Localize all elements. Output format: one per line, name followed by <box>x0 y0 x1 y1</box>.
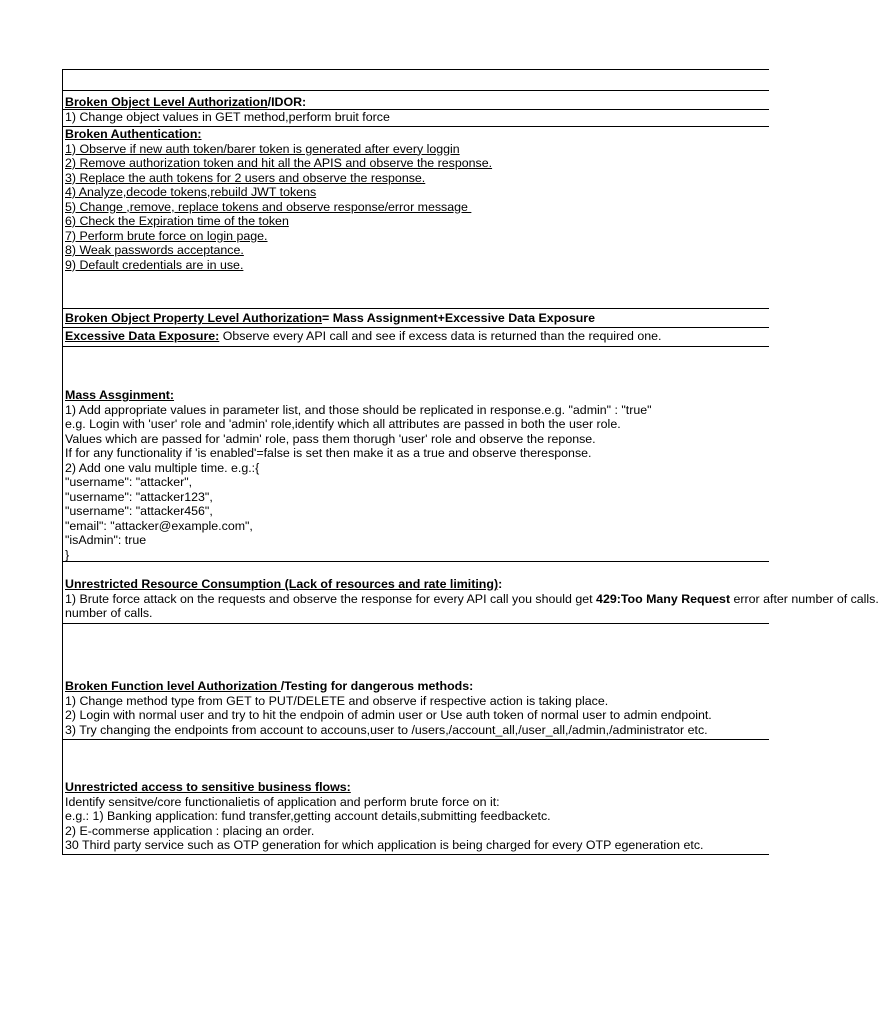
mass-assignment-section[interactable] <box>62 346 769 562</box>
bola-heading: Broken Object Level Authorization/IDOR: <box>65 95 307 109</box>
mass-assignment-item: "username": "attacker", <box>65 475 193 489</box>
bola-item-cell[interactable] <box>62 109 769 127</box>
mass-assignment-item: "isAdmin": true <box>65 533 147 547</box>
resource-consumption-item-cont: number of calls. <box>65 606 153 620</box>
mass-assignment-item: Values which are passed for 'admin' role, pass them thorugh 'user' role and observe the reponse. <box>65 431 596 446</box>
bola-item: 1) Change object values in GET method,perform bruit force <box>65 110 390 124</box>
empty-header-cell[interactable] <box>62 69 769 91</box>
bfla-section[interactable] <box>62 623 769 740</box>
bopla-heading: Broken Object Property Level Authorization= Mass Assignment+Excessive Data Exposure <box>65 311 596 325</box>
business-flows-section[interactable] <box>62 739 769 855</box>
broken-auth-item: 3) Replace the auth tokens for 2 users and observe the response. <box>65 170 426 185</box>
broken-auth-item: 7) Perform brute force on login page. <box>65 228 268 243</box>
broken-auth-item: 8) Weak passwords acceptance. <box>65 243 244 257</box>
business-flows-heading: Unrestricted access to sensitive business flows: <box>65 780 351 794</box>
mass-assignment-item: 2) Add one valu multiple time. e.g.:{ <box>65 460 260 475</box>
mass-assignment-item: 1) Add appropriate values in parameter list, and those should be replicated in response.e.g. "admin" : "true" <box>65 402 652 417</box>
bola-section[interactable] <box>62 90 769 110</box>
mass-assignment-item: } <box>65 547 70 562</box>
mass-assignment-item: e.g. Login with 'user' role and 'admin' role,identify which all attributes are passed in both the user role. <box>65 417 621 431</box>
bfla-item: 2) Login with normal user and try to hit the endpoin of admin user or Use auth token of normal user to admin endpoint. <box>65 708 712 722</box>
bopla-section[interactable] <box>62 308 769 328</box>
broken-auth-item: 6) Check the Expiration time of the token <box>65 214 289 228</box>
resource-consumption-heading: Unrestricted Resource Consumption (Lack of resources and rate limiting): <box>65 577 503 591</box>
excessive-data-line: Excessive Data Exposure: Observe every API call and see if excess data is returned than the required one. <box>65 329 662 343</box>
business-flows-item: Identify sensitve/core functionalietis of application and perform brute force on it: <box>65 794 500 809</box>
broken-auth-heading: Broken Authentication: <box>65 127 202 141</box>
resource-consumption-item: 1) Brute force attack on the requests and observe the response for every API call you should get 429:Too Many Request error after number of calls. <box>65 591 879 606</box>
broken-auth-section[interactable] <box>62 126 769 309</box>
business-flows-item: 2) E-commerse application : placing an order. <box>65 823 315 838</box>
excessive-data-section[interactable] <box>62 327 769 347</box>
resource-consumption-section[interactable] <box>62 561 879 624</box>
broken-auth-item: 1) Observe if new auth token/barer token is generated after every loggin <box>65 141 460 156</box>
mass-assignment-heading: Mass Assginment: <box>65 388 175 402</box>
broken-auth-item: 5) Change ,remove, replace tokens and observe response/error message <box>65 199 472 214</box>
mass-assignment-item: "email": "attacker@example.com", <box>65 518 253 533</box>
mass-assignment-item: "username": "attacker123", <box>65 489 213 504</box>
business-flows-item: e.g.: 1) Banking application: fund transfer,getting account details,submitting feedbacketc. <box>65 809 551 823</box>
bfla-heading: Broken Function level Authorization /Testing for dangerous methods: <box>65 679 474 693</box>
mass-assignment-item: "username": "attacker456", <box>65 504 213 518</box>
bfla-item: 1) Change method type from GET to PUT/DELETE and observe if respective action is taking place. <box>65 693 609 708</box>
broken-auth-item: 4) Analyze,decode tokens,rebuild JWT tokens <box>65 185 317 199</box>
spreadsheet <box>62 69 879 855</box>
business-flows-item: 30 Third party service such as OTP generation for which application is being charged for every OTP egeneration etc. <box>65 838 704 852</box>
mass-assignment-item: If for any functionality if 'is enabled'=false is set then make it as a true and observe theresponse. <box>65 446 592 460</box>
bfla-item: 3) Try changing the endpoints from account to accouns,user to /users,/account_all,/user_all,/admin,/administrator etc. <box>65 722 708 737</box>
broken-auth-item: 9) Default credentials are in use. <box>65 257 244 272</box>
broken-auth-item: 2) Remove authorization token and hit all the APIS and observe the response. <box>65 156 493 170</box>
excessive-data-heading: Excessive Data Exposure: <box>65 329 220 343</box>
